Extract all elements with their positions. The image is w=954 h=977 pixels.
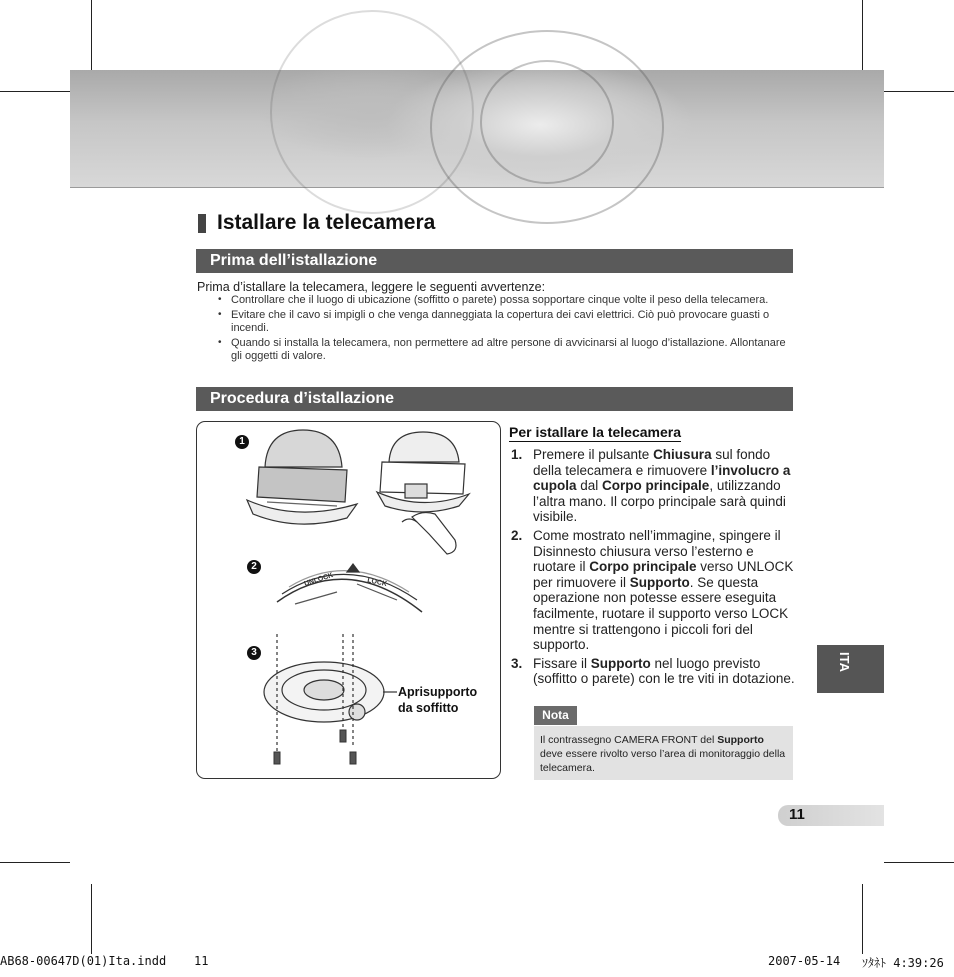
- text-run: verso UNLOCK per rimuovere il: [533, 559, 794, 590]
- title-marker: [198, 214, 206, 233]
- dome-camera-right: [377, 432, 469, 554]
- bullet-icon: •: [218, 336, 222, 348]
- bold-term: Supporto: [717, 734, 764, 746]
- text-run: Il contrassegno CAMERA FRONT del: [540, 734, 718, 746]
- step-text: [533, 656, 796, 687]
- list-item: [511, 528, 796, 653]
- step-text: [533, 528, 796, 653]
- crop-mark: [884, 862, 954, 863]
- text-run: sul fondo della telecamera e rimuovere: [533, 447, 771, 478]
- bold-term: Supporto: [590, 655, 651, 671]
- warning-list: [216, 294, 796, 365]
- text-run: dal: [576, 478, 603, 494]
- page-number: 11: [789, 806, 805, 823]
- list-item-text: Quando si installa la telecamera, non permettere ad altre persone di avvicinarsi al luogo d’istallazione. Allontanare gli oggetti di valore.: [231, 336, 786, 362]
- step-marker-3: 3: [247, 646, 261, 660]
- header-banner-image: [70, 70, 884, 188]
- dome-camera-left: [247, 430, 357, 524]
- lock-label: LOCK: [366, 577, 388, 589]
- list-item: [511, 447, 796, 525]
- note-label: Nota: [534, 706, 577, 725]
- lock-ring: [277, 564, 422, 612]
- bold-term: Corpo principale: [602, 478, 710, 494]
- crop-mark: [91, 0, 92, 70]
- text-run: Fissare il: [533, 655, 591, 671]
- language-tab-label: ITA: [837, 652, 852, 672]
- bullet-icon: •: [218, 308, 222, 320]
- installation-figure: [196, 421, 501, 779]
- callout-line: Aprisupporto: [398, 685, 478, 699]
- list-item-text: Controllare che il luogo di ubicazione (soffitto o parete) possa sopportare cinque volte il peso della telecamera.: [231, 294, 769, 306]
- text-run: nel luogo previsto (soffitto o parete) con le tre viti in dotazione.: [533, 655, 795, 687]
- step-number: 1.: [511, 447, 523, 462]
- lens-ring: [480, 60, 614, 184]
- list-item: [216, 337, 796, 364]
- step-number: 3.: [511, 655, 523, 671]
- step-marker-2: 2: [247, 560, 261, 574]
- unlock-label: UNLOCK: [303, 571, 335, 588]
- callout-line: da soffitto: [398, 701, 459, 715]
- crop-mark: [862, 0, 863, 70]
- text-run: , utilizzando l’altra mano. Il corpo principale sarà quindi visibile.: [533, 478, 786, 525]
- page-title: [198, 211, 435, 235]
- text-run: . Se questa operazione non potesse essere eseguita facilmente, ruotare il supporto verso LOCK mentre si trattengono i piccoli fori del supporto.: [533, 574, 789, 653]
- note-box: [534, 726, 793, 780]
- text-run: deve essere rivolto verso l’area di monitoraggio della telecamera.: [540, 748, 786, 774]
- bold-term: Supporto: [629, 574, 690, 590]
- bold-term: Corpo principale: [589, 559, 697, 575]
- screw-icon: [274, 730, 356, 764]
- section-heading-procedura: Procedura d’istallazione: [196, 387, 793, 411]
- text-run: Come mostrato nell’immagine, spingere il Disinnesto chiusura verso l’esterno e ruotare il: [533, 527, 781, 575]
- crop-mark: [91, 884, 92, 954]
- intro-text: Prima d’istallare la telecamera, leggere le seguenti avvertenze:: [197, 280, 546, 294]
- footer-file: AB68-00647D(01)Ita.indd: [0, 954, 167, 968]
- page-title-text: Istallare la telecamera: [217, 211, 436, 234]
- instruction-steps: [511, 447, 796, 690]
- step-marker-1: 1: [235, 435, 249, 449]
- step-number: 2.: [511, 527, 523, 543]
- mount-callout: [398, 684, 477, 716]
- bullet-icon: •: [218, 294, 222, 305]
- footer-date: 2007-05-14: [768, 954, 841, 968]
- text-run: Premere il pulsante: [533, 447, 654, 462]
- step-text: [533, 447, 796, 525]
- section-heading-prima: Prima dell’istallazione: [196, 249, 793, 273]
- bold-term: Chiusura: [653, 447, 712, 462]
- list-item: [216, 294, 796, 308]
- crop-mark: [862, 884, 863, 954]
- crop-mark: [0, 91, 70, 92]
- lens-ring: [270, 10, 474, 214]
- bold-term: l’involucro a cupola: [533, 462, 791, 494]
- crop-mark: [884, 91, 954, 92]
- crop-mark: [0, 862, 70, 863]
- list-item-text: Evitare che il cavo si impigli o che venga danneggiata la copertura dei cavi elettrici. Ciò può provocare guasti o incendi.: [231, 308, 770, 334]
- ceiling-mount-plate: [264, 634, 397, 752]
- footer-page: 11: [194, 954, 209, 968]
- instructions-subheading: Per istallare la telecamera: [509, 424, 682, 440]
- installation-illustration: [197, 422, 500, 778]
- list-item: [216, 309, 796, 336]
- list-item: [511, 656, 796, 687]
- footer-time: ｿﾀﾈﾄ 4:39:26: [862, 956, 944, 970]
